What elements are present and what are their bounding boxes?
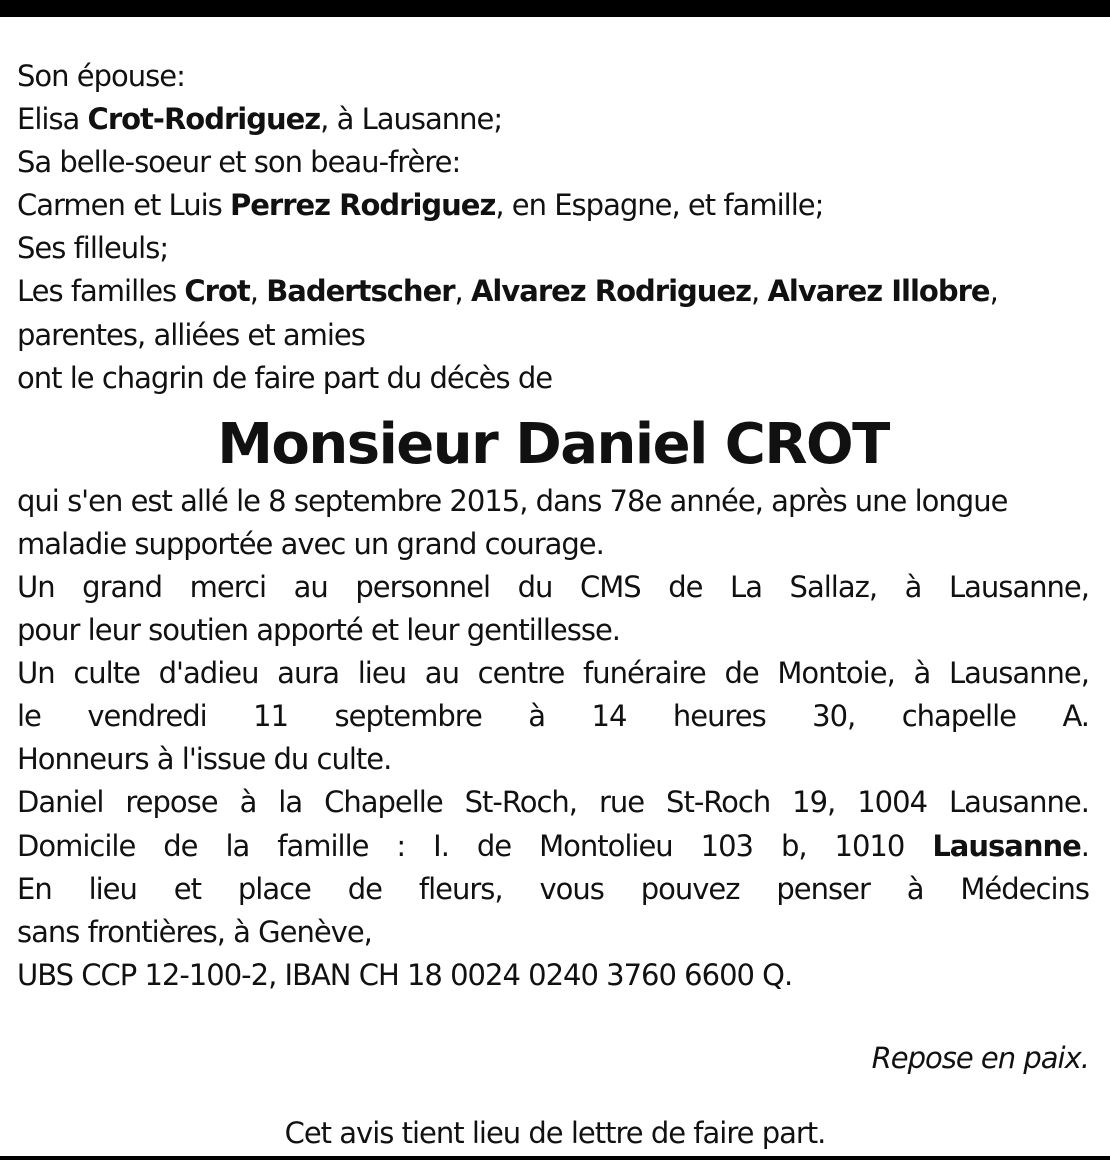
spouse-first-name: Elisa — [17, 102, 80, 137]
family-name: Badertscher — [266, 274, 455, 309]
death-line: maladie supportée avec un grand courage. — [17, 526, 604, 561]
bottom-border-rule — [0, 1156, 1110, 1160]
service-line: le vendredi 11 septembre à 14 heures 30, chapelle A. — [17, 699, 1089, 734]
spacer — [17, 997, 1089, 1037]
family-name: Alvarez Rodriguez — [470, 274, 751, 309]
thanks-line: Un grand merci au personnel du CMS de La Sallaz, à Lausanne, — [17, 569, 1089, 604]
spouse-last-name: Crot-Rodriguez — [87, 102, 321, 137]
obituary-text — [17, 55, 1089, 1080]
spouse-heading: Son épouse: — [17, 59, 185, 93]
bank-line: UBS CCP 12-100-2, IBAN CH 18 0024 0240 3760 6600 Q. — [17, 957, 793, 992]
spouse-line — [17, 98, 1089, 141]
closing-phrase: Repose en paix. — [871, 1040, 1089, 1075]
inlaws-heading: Sa belle-soeur et son beau-frère: — [17, 145, 461, 180]
spouse-place: , à Lausanne; — [320, 102, 503, 137]
service-line: Honneurs à l'issue du culte. — [17, 742, 392, 777]
inlaws-place: , en Espagne, et famille; — [495, 188, 824, 223]
deceased-name: Monsieur Daniel CROT — [217, 411, 889, 477]
announcement-line: ont le chagrin de faire part du décès de — [17, 360, 553, 395]
thanks-line: pour leur soutien apporté et leur gentillesse. — [17, 613, 621, 648]
relatives-line: parentes, alliées et amies — [17, 317, 365, 352]
death-line: qui s'en est allé le 8 septembre 2015, dans 78e année, après une longue — [17, 483, 1008, 518]
rest-place-line: Daniel repose à la Chapelle St-Roch, rue St-Roch 19, 1004 Lausanne. — [17, 785, 1089, 820]
flowers-line: En lieu et place de fleurs, vous pouvez penser à Médecins — [17, 871, 1089, 906]
service-line: Un culte d'adieu aura lieu au centre funéraire de Montoie, à Lausanne, — [17, 656, 1089, 691]
family-name: Alvarez Illobre — [767, 274, 990, 309]
inlaws-first-names: Carmen et Luis — [17, 188, 222, 223]
family-name: Crot — [184, 274, 250, 309]
domicile-address: Domicile de la famille : I. de Montolieu 103 b, 1010 — [17, 828, 905, 863]
families-line: Les familles Crot, Badertscher, Alvarez Rodriguez, Alvarez Illobre, — [17, 274, 998, 309]
families-prefix: Les familles — [17, 274, 177, 309]
flowers-line: sans frontières, à Genève, — [17, 914, 372, 949]
godchildren-line: Ses filleuls; — [17, 231, 169, 266]
top-border-rule — [0, 0, 1110, 17]
inlaws-line — [17, 184, 1089, 227]
domicile-city: Lausanne — [932, 828, 1081, 863]
inlaws-last-name: Perrez Rodriguez — [229, 188, 496, 223]
footer-note: Cet avis tient lieu de lettre de faire part. — [284, 1116, 826, 1150]
domicile-line: Domicile de la famille : I. de Montolieu 103 b, 1010 Lausanne. — [17, 828, 1090, 863]
